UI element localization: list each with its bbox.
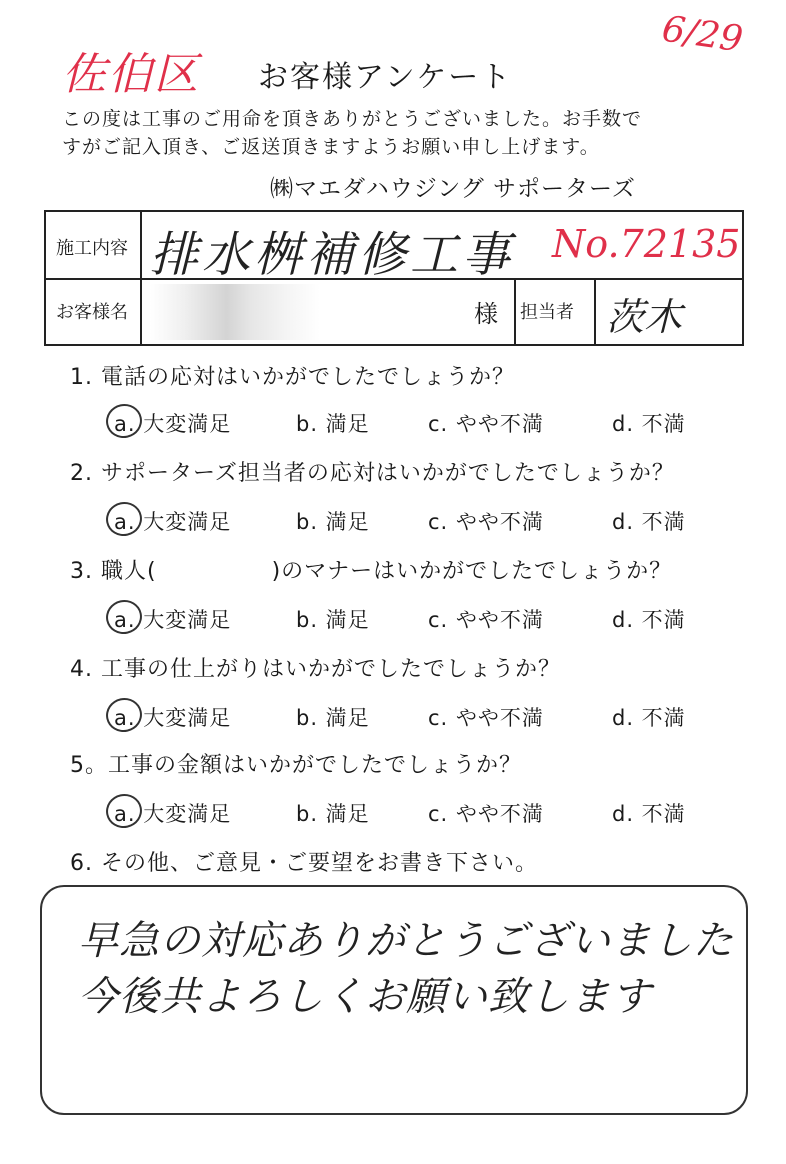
q5-option-c[interactable]: c. やや不満 <box>428 802 544 826</box>
q2-option-d[interactable]: d. 不満 <box>612 510 686 534</box>
table-divider <box>594 278 596 344</box>
question-3: 3. 職人( )のマナーはいかがでしたでしょうか？ <box>70 559 673 584</box>
q3-option-d[interactable]: d. 不満 <box>612 608 686 632</box>
q2-option-c[interactable]: c. やや不満 <box>428 510 544 534</box>
order-number: No.72135 <box>552 222 741 266</box>
date-handwritten: 6/29 <box>659 8 746 61</box>
comment-line-2: 今後共よろしくお願い致します <box>78 974 652 1020</box>
q2-option-a[interactable]: a. 大変満足 <box>114 510 232 534</box>
question-1: 1. 電話の応対はいかがでしたでしょうか？ <box>70 365 515 390</box>
table-divider <box>140 212 142 344</box>
question-2: 2. サポーターズ担当者の応対はいかがでしたでしょうか？ <box>70 461 675 486</box>
customer-name-redacted <box>150 284 320 340</box>
q1-option-d[interactable]: d. 不満 <box>612 412 686 436</box>
staff-name: 茨木 <box>606 295 683 339</box>
question-5: 5。工事の金額はいかがでしたでしょうか？ <box>70 753 522 778</box>
q4-option-d[interactable]: d. 不満 <box>612 706 686 730</box>
q4-option-c[interactable]: c. やや不満 <box>428 706 544 730</box>
q5-option-d[interactable]: d. 不満 <box>612 802 686 826</box>
q4-option-b[interactable]: b. 満足 <box>296 706 370 730</box>
ward-handwritten: 佐伯区 <box>62 49 200 100</box>
q3-option-c[interactable]: c. やや不満 <box>428 608 544 632</box>
intro-line-2: すがご記入頂き、ご返送頂きますようお願い申し上げます。 <box>62 136 600 158</box>
work-label: 施工内容 <box>56 238 128 259</box>
q1-option-a[interactable]: a. 大変満足 <box>114 412 232 436</box>
comment-box[interactable] <box>40 885 748 1115</box>
q5-option-b[interactable]: b. 満足 <box>296 802 370 826</box>
q3-option-a[interactable]: a. 大変満足 <box>114 608 232 632</box>
q2-option-b[interactable]: b. 満足 <box>296 510 370 534</box>
intro-line-1: この度は工事のご用命を頂きありがとうございました。お手数で <box>62 108 643 130</box>
question-4: 4. 工事の仕上がりはいかがでしたでしょうか？ <box>70 657 561 682</box>
table-divider <box>514 278 516 344</box>
company-name: ㈱マエダハウジング サポーターズ <box>270 176 636 202</box>
work-content: 排水桝補修工事 <box>150 227 515 283</box>
customer-label: お客様名 <box>56 302 128 323</box>
comment-line-1: 早急の対応ありがとうございました <box>78 918 734 964</box>
q4-option-a[interactable]: a. 大変満足 <box>114 706 232 730</box>
q3-option-b[interactable]: b. 満足 <box>296 608 370 632</box>
info-table <box>44 210 744 346</box>
honorific: 様 <box>474 300 498 328</box>
q1-option-b[interactable]: b. 満足 <box>296 412 370 436</box>
q1-option-c[interactable]: c. やや不満 <box>428 412 544 436</box>
q5-option-a[interactable]: a. 大変満足 <box>114 802 232 826</box>
survey-title: お客様アンケート <box>258 60 513 95</box>
question-6: 6. その他、ご意見・ご要望をお書き下さい。 <box>70 851 538 876</box>
staff-label: 担当者 <box>520 302 574 323</box>
